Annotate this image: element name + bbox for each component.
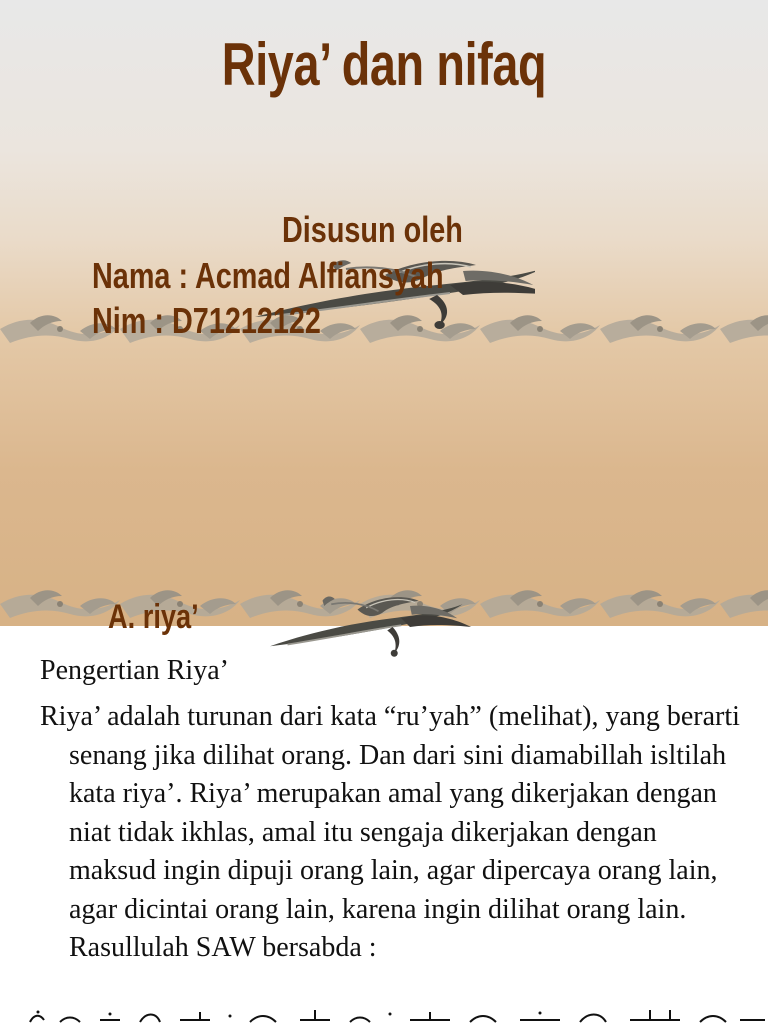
author-nim: Nim : D71212122 <box>92 300 321 341</box>
subtitle: Disusun oleh <box>282 209 463 250</box>
section-heading: A. riya’ <box>108 598 199 636</box>
arabic-text-cutoff <box>0 1004 768 1024</box>
slide-title: Riya’ dan nifaq <box>221 31 547 98</box>
swirl-ornament-2 <box>255 592 495 662</box>
definition-paragraph: Riya’ adalah turunan dari kata “ru’yah” (melihat), yang berarti senang jika dilihat orang. Dan dari sini diamabillah isltilah kata riya’. Riya’ merupakan amal yang dikerjakan dengan niat tidak ikhlas, amal itu sengaja dikerjakan dengan maksud ingin dipuji orang lain, agar dipercaya orang lain, agar dicintai orang lain, karena ingin dilihat orang lain. Rasullulah SAW bersabda : <box>40 701 740 963</box>
author-name: Nama : Acmad Alfiansyah <box>92 255 444 296</box>
definition-heading: Pengertian Riya’ <box>40 655 229 686</box>
